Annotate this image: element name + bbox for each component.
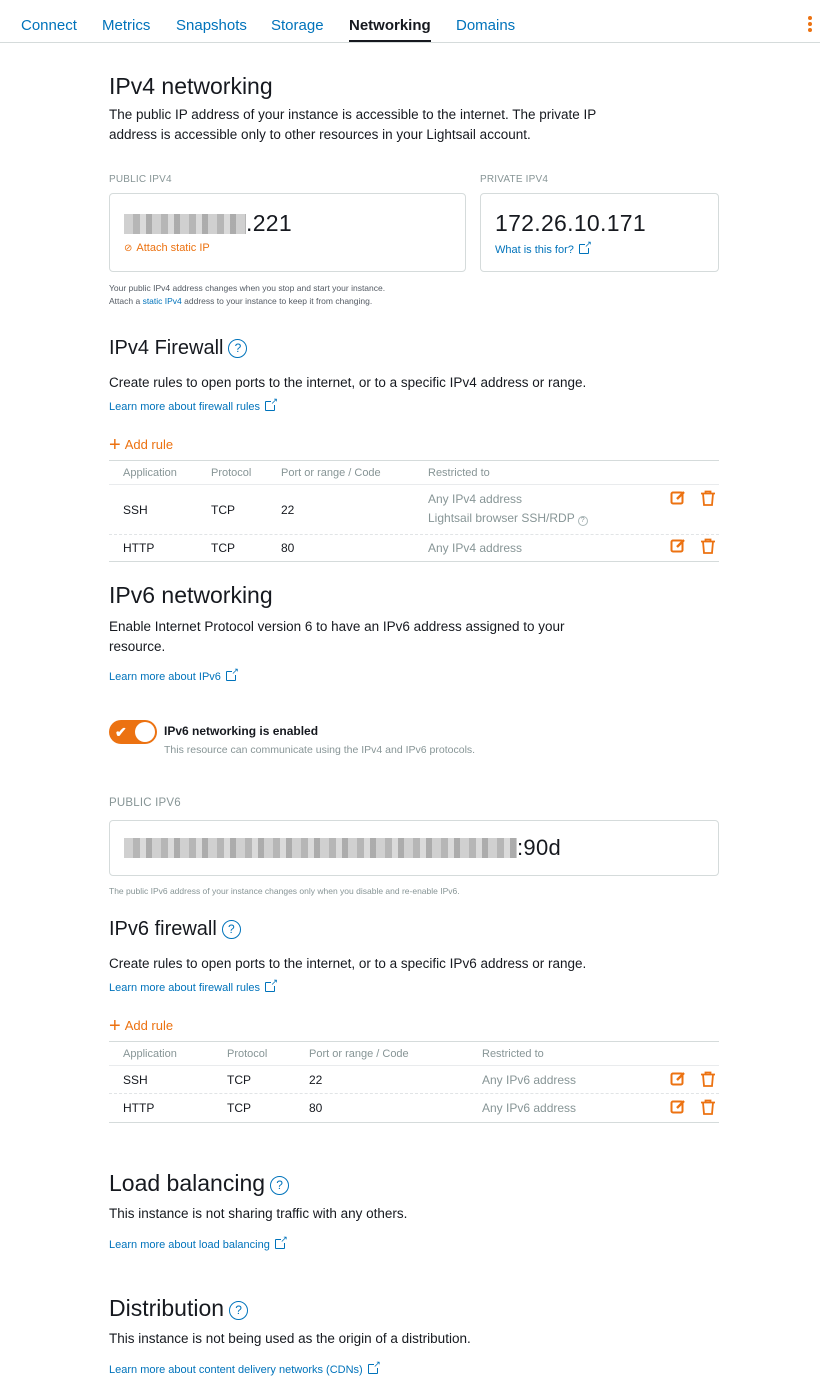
trash-icon[interactable] xyxy=(700,1099,716,1115)
toggle-knob xyxy=(135,722,155,742)
plus-icon: + xyxy=(109,1015,121,1037)
more-options-icon[interactable] xyxy=(806,16,814,34)
edit-icon[interactable] xyxy=(670,490,686,506)
cell-protocol: TCP xyxy=(227,1101,251,1115)
tab-domains[interactable]: Domains xyxy=(456,17,516,34)
external-link-icon xyxy=(226,671,236,681)
cell-application: HTTP xyxy=(123,1101,155,1115)
help-icon[interactable]: ? xyxy=(229,1301,248,1320)
private-ipv4-label: PRIVATE IPV4 xyxy=(480,174,549,185)
redacted-ip-block xyxy=(124,838,517,858)
ipv4-firewall-table xyxy=(109,460,719,562)
help-icon[interactable]: ? xyxy=(270,1176,289,1195)
ipv4-firewall-learn-more-link[interactable]: Learn more about firewall rules↗ xyxy=(109,401,275,413)
help-icon[interactable]: ? xyxy=(228,339,247,358)
edit-icon[interactable] xyxy=(670,1099,686,1115)
table-header xyxy=(109,461,719,485)
cell-protocol: TCP xyxy=(211,503,235,517)
distribution-description: This instance is not being used as the origin of a distribution. xyxy=(109,1331,471,1346)
ipv4-note: Your public IPv4 address changes when you stop and start your instance. Attach a static IPv4 address to your instance to keep it from changing. xyxy=(109,283,386,306)
column-header: Application xyxy=(123,1048,177,1060)
help-icon[interactable]: ? xyxy=(578,516,588,526)
table-row xyxy=(109,485,719,535)
check-icon: ✔ xyxy=(115,724,127,740)
cell-protocol: TCP xyxy=(227,1073,251,1087)
ipv6-toggle[interactable] xyxy=(109,720,157,744)
ipv6-note: The public IPv6 address of your instance changes only when you disable and re-enable IPv6. xyxy=(109,886,460,896)
distribution-learn-more-link[interactable]: Learn more about content delivery networks (CDNs)↗ xyxy=(109,1364,378,1376)
column-header: Port or range / Code xyxy=(281,467,381,479)
trash-icon[interactable] xyxy=(700,490,716,506)
tab-metrics[interactable]: Metrics xyxy=(102,17,151,34)
cell-application: SSH xyxy=(123,503,148,517)
column-header: Protocol xyxy=(227,1048,268,1060)
ipv6-toggle-title: IPv6 networking is enabled xyxy=(164,724,319,738)
ipv6-toggle-subtitle: This resource can communicate using the IPv4 and IPv6 protocols. xyxy=(164,744,476,756)
ipv4-add-rule-button[interactable]: + Add rule xyxy=(109,434,174,456)
load-balancing-description: This instance is not sharing traffic with any others. xyxy=(109,1206,408,1221)
public-ipv4-value: .221 xyxy=(124,210,292,237)
redacted-ip-block xyxy=(124,214,246,234)
cell-restricted: Any IPv6 address xyxy=(482,1073,577,1087)
public-ipv4-label: PUBLIC IPV4 xyxy=(109,174,172,185)
cell-port: 22 xyxy=(309,1073,323,1087)
trash-icon[interactable] xyxy=(700,1071,716,1087)
ipv4-title: IPv4 networking xyxy=(109,73,273,99)
ipv4-firewall-title: IPv4 Firewall ? xyxy=(109,337,247,360)
public-ipv6-label: PUBLIC IPV6 xyxy=(109,797,181,809)
column-header: Restricted to xyxy=(482,1048,544,1060)
ipv6-title: IPv6 networking xyxy=(109,582,273,608)
tab-snapshots[interactable]: Snapshots xyxy=(176,17,247,34)
public-ipv4-card xyxy=(109,193,466,272)
public-ipv6-value: :90d xyxy=(124,835,561,861)
cell-port: 80 xyxy=(281,541,295,555)
ipv4-description: The public IP address of your instance is accessible to the internet. The private IP address is accessible only to other resources in your Lightsail account. xyxy=(109,107,597,142)
table-header xyxy=(109,1042,719,1066)
trash-icon[interactable] xyxy=(700,538,716,554)
column-header: Restricted to xyxy=(428,467,490,479)
ipv6-description: Enable Internet Protocol version 6 to have an IPv6 address assigned to your resource. xyxy=(109,619,565,654)
ipv6-firewall-title: IPv6 firewall ? xyxy=(109,918,241,941)
edit-icon[interactable] xyxy=(670,538,686,554)
external-link-icon xyxy=(275,1239,285,1249)
cell-restricted: Any IPv4 address xyxy=(428,541,523,555)
plus-icon: + xyxy=(109,434,121,456)
column-header: Protocol xyxy=(211,467,252,479)
tab-storage[interactable]: Storage xyxy=(271,17,324,34)
cell-application: HTTP xyxy=(123,541,155,555)
table-row xyxy=(109,1094,719,1122)
ipv4-firewall-description: Create rules to open ports to the internet, or to a specific IPv4 address or range. xyxy=(109,375,587,390)
column-header: Application xyxy=(123,467,177,479)
static-ipv4-link[interactable]: static IPv4 xyxy=(142,296,182,306)
load-balancing-title: Load balancing ? xyxy=(109,1170,289,1197)
attach-static-ip-link[interactable]: ⊘ Attach static IP xyxy=(124,242,210,254)
tab-bar xyxy=(0,0,820,43)
what-is-this-link[interactable]: What is this for?↗ xyxy=(495,244,589,256)
cell-restricted: Any IPv4 address xyxy=(428,492,523,506)
ipv6-firewall-learn-more-link[interactable]: Learn more about firewall rules↗ xyxy=(109,982,275,994)
public-ipv6-card xyxy=(109,820,719,876)
table-row xyxy=(109,535,719,561)
private-ipv4-value: 172.26.10.171 xyxy=(495,210,646,236)
cell-restricted-extra: Lightsail browser SSH/RDP ? xyxy=(428,511,588,526)
ipv6-add-rule-button[interactable]: + Add rule xyxy=(109,1015,174,1037)
distribution-title: Distribution ? xyxy=(109,1295,248,1322)
static-ip-icon: ⊘ xyxy=(124,243,133,254)
ipv6-firewall-table xyxy=(109,1041,719,1123)
tab-networking[interactable]: Networking xyxy=(349,17,431,34)
table-row xyxy=(109,1066,719,1094)
external-link-icon xyxy=(368,1364,378,1374)
cell-port: 80 xyxy=(309,1101,323,1115)
column-header: Port or range / Code xyxy=(309,1048,409,1060)
help-icon[interactable]: ? xyxy=(222,920,241,939)
ipv6-learn-more-link[interactable]: Learn more about IPv6↗ xyxy=(109,671,236,683)
cell-restricted: Any IPv6 address xyxy=(482,1101,577,1115)
ipv6-firewall-description: Create rules to open ports to the internet, or to a specific IPv6 address or range. xyxy=(109,956,587,971)
external-link-icon xyxy=(265,401,275,411)
load-balancing-learn-more-link[interactable]: Learn more about load balancing↗ xyxy=(109,1239,285,1251)
cell-port: 22 xyxy=(281,503,295,517)
external-link-icon xyxy=(579,244,589,254)
edit-icon[interactable] xyxy=(670,1071,686,1087)
external-link-icon xyxy=(265,982,275,992)
private-ipv4-card xyxy=(480,193,719,272)
cell-protocol: TCP xyxy=(211,541,235,555)
tab-connect[interactable]: Connect xyxy=(21,17,77,34)
cell-application: SSH xyxy=(123,1073,148,1087)
